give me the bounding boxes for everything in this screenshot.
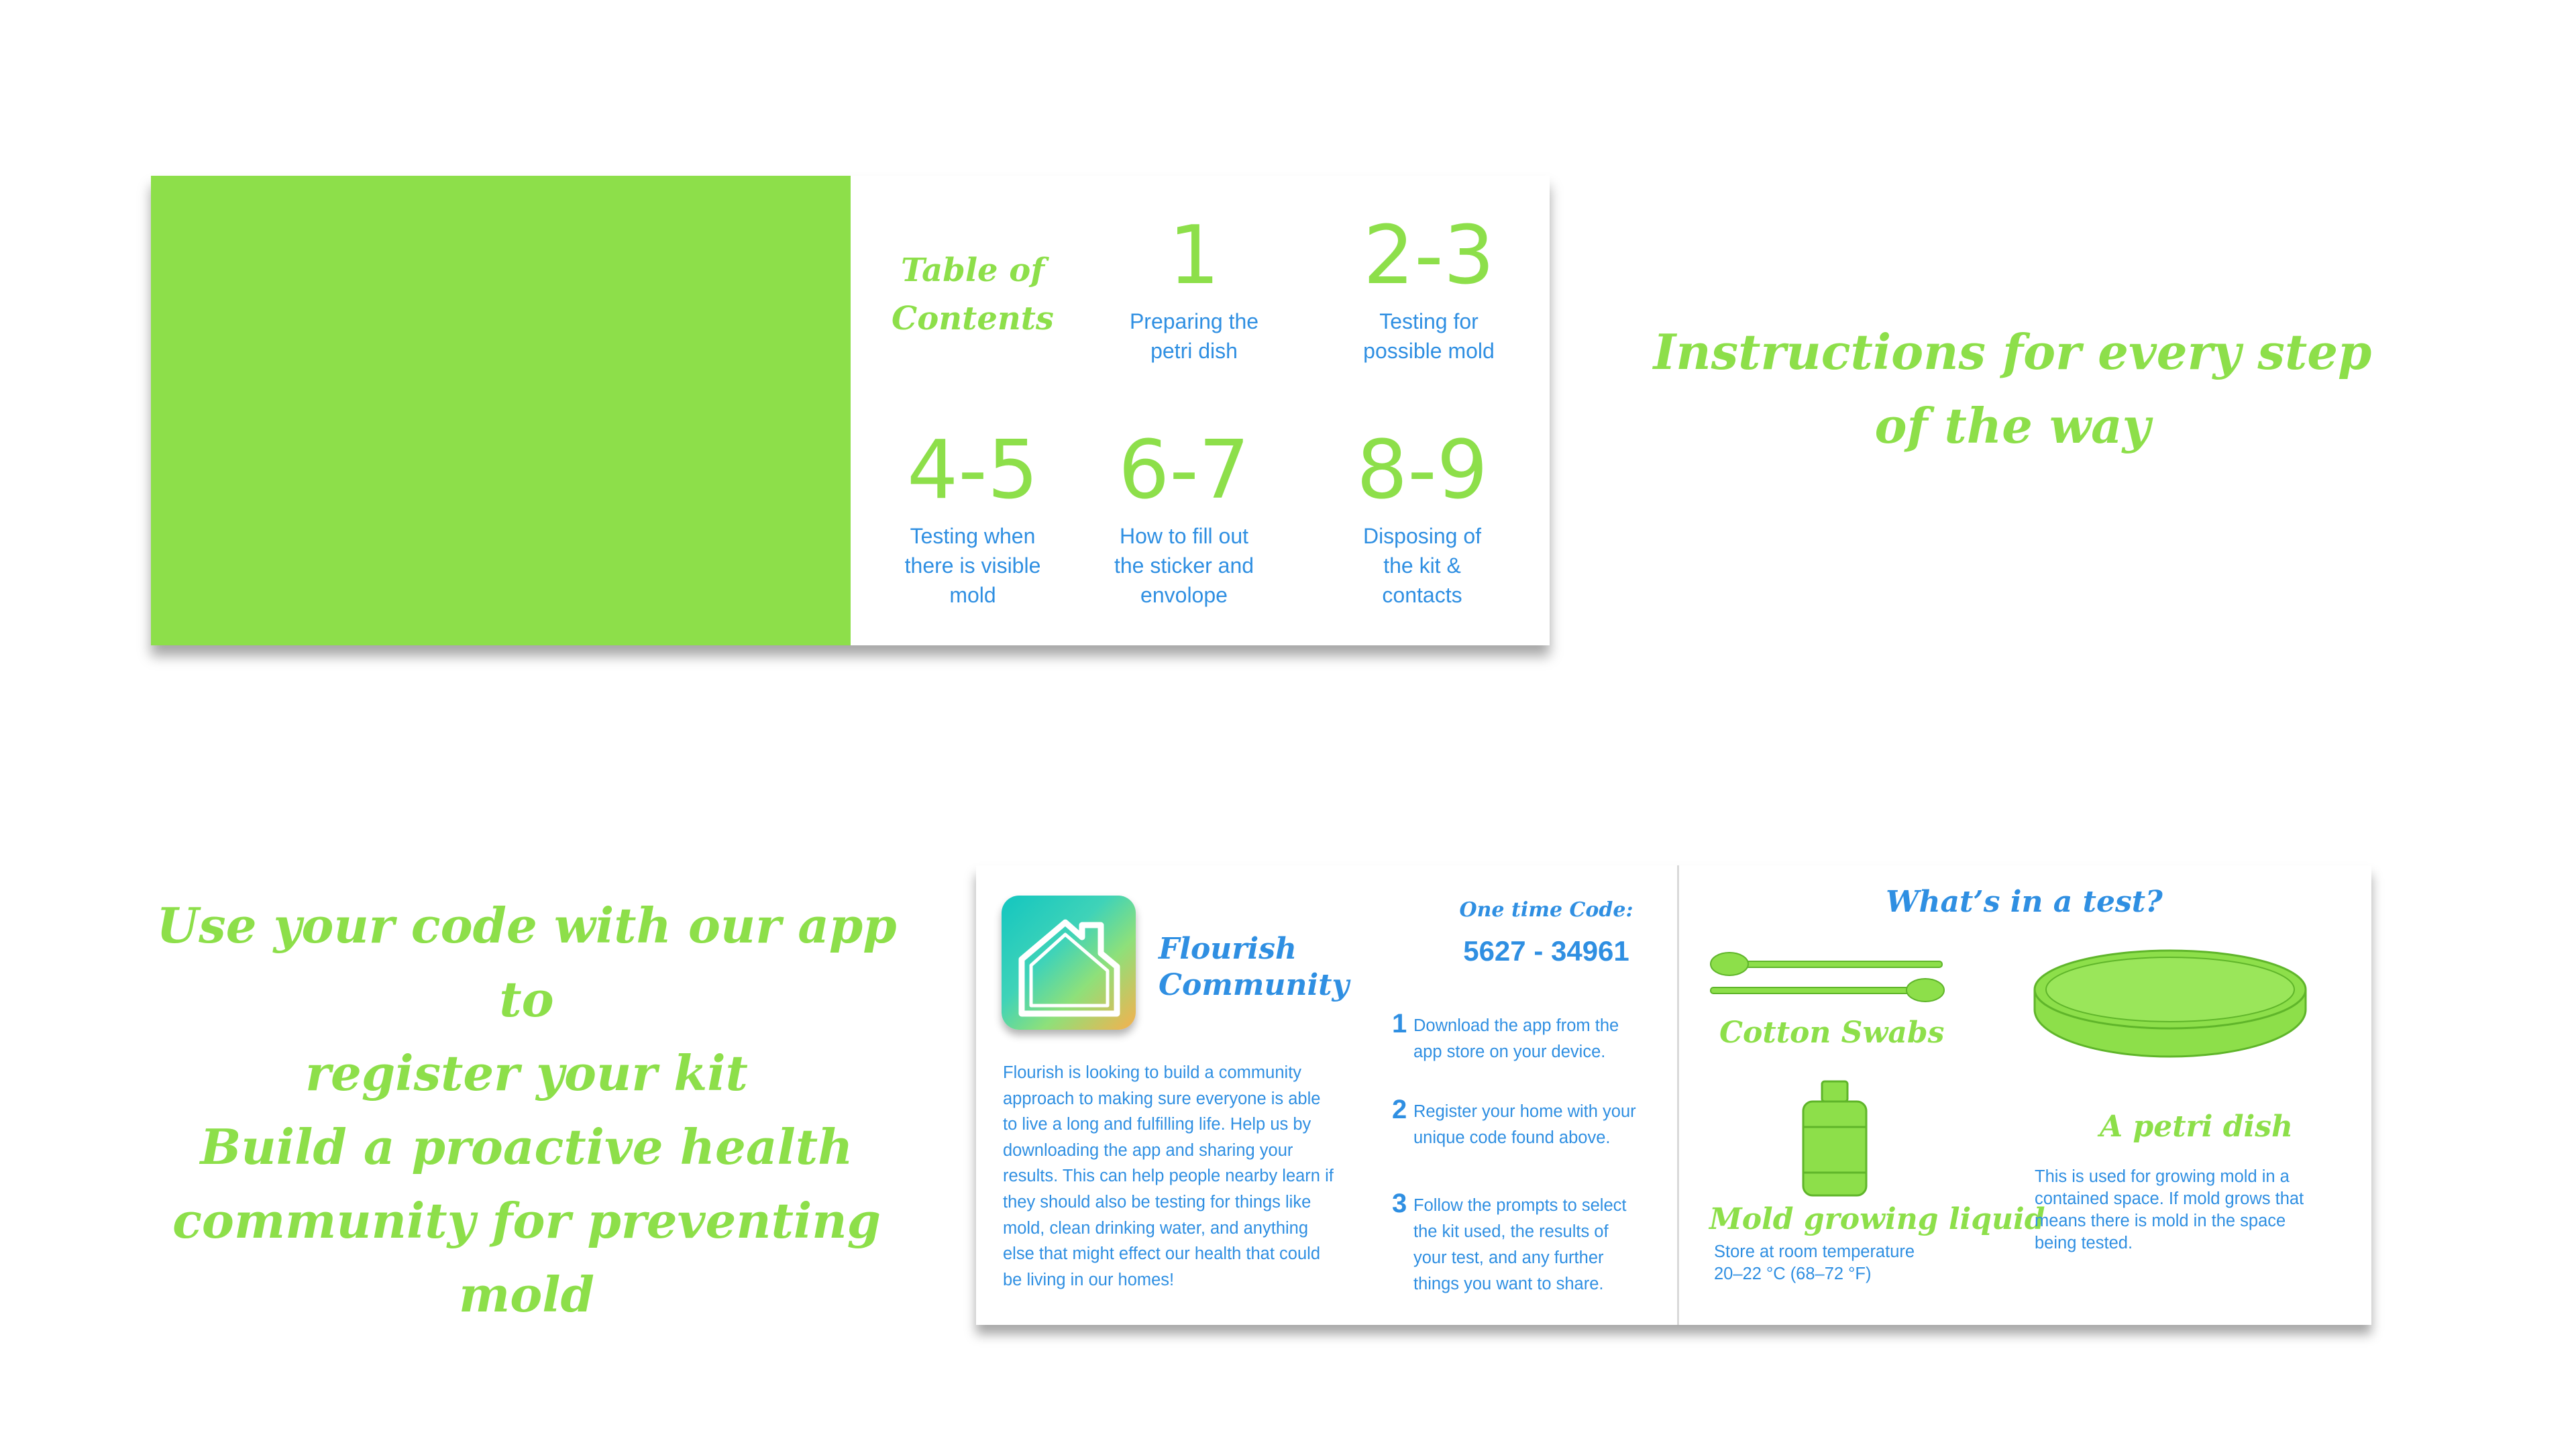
tagline-line: of the way (1874, 397, 2151, 454)
description-line: contained space. If mold grows that (2035, 1189, 2304, 1208)
toc-entry-2-3 (1328, 209, 1529, 366)
description-line: approach to making sure everyone is able (1003, 1089, 1321, 1108)
app-register-tagline (134, 889, 919, 1110)
toc-entry-text: there is visible (904, 553, 1041, 578)
step-number: 1 (1392, 1009, 1407, 1038)
toc-title-line2: Contents (892, 300, 1054, 337)
toc-entry-text: envolope (1140, 583, 1228, 607)
toc-page-number: 2-3 (1363, 209, 1495, 303)
tagline-line: community for preventing mold (172, 1192, 881, 1323)
description-line: be living in our homes! (1003, 1270, 1175, 1289)
petri-dish-icon (2029, 943, 2311, 1063)
app-name (1159, 931, 1349, 1004)
step-text: Register your home with your (1413, 1102, 1636, 1121)
one-time-code-label: One time Code: (1459, 898, 1633, 922)
step-text: Follow the prompts to select (1413, 1196, 1627, 1215)
toc-entry-4-5 (872, 424, 1073, 610)
toc-entry-text: contacts (1382, 583, 1462, 607)
app-description (1003, 1060, 1338, 1293)
step-text: your test, and any further (1413, 1248, 1604, 1267)
description-line: means there is mold in the space (2035, 1212, 2286, 1230)
description-line: being tested. (2035, 1234, 2133, 1252)
toc-entry-text: Disposing of (1362, 524, 1482, 548)
community-tagline (134, 1110, 919, 1332)
description-line: results. This can help people nearby learn if (1003, 1167, 1334, 1186)
toc-title-line1: Table of (901, 252, 1044, 289)
step-number: 3 (1392, 1189, 1407, 1218)
petri-dish-description (2035, 1166, 2304, 1254)
toc-page-number: 4-5 (907, 424, 1038, 517)
toc-entry-1 (1093, 209, 1295, 366)
description-line: This is used for growing mold in a (2035, 1167, 2290, 1186)
toc-entry-text: the sticker and (1114, 553, 1254, 578)
toc-entry-text: the kit & (1383, 553, 1461, 578)
cotton-swabs-label: Cotton Swabs (1719, 1016, 1945, 1050)
toc-entry-text: Preparing the (1129, 309, 1259, 333)
step-text: Download the app from the (1413, 1016, 1619, 1035)
toc-entry-6-7 (1083, 424, 1285, 610)
step-number: 2 (1392, 1095, 1407, 1124)
toc-title (889, 246, 1057, 343)
table-of-contents-page (151, 176, 1550, 645)
app-name-line: Community (1159, 968, 1350, 1002)
toc-entry-text: mold (949, 583, 996, 607)
toc-entry-text: How to fill out (1119, 524, 1249, 548)
instructions-tagline (1630, 315, 2395, 463)
description-line: else that might effect our health that could (1003, 1244, 1320, 1264)
petri-dish-label: A petri dish (2100, 1110, 2293, 1144)
toc-entry-text: Testing for (1379, 309, 1479, 333)
mold-liquid-label: Mold growing liquid (1709, 1202, 2045, 1236)
house-outline-icon (1002, 896, 1136, 1030)
tagline-line: register your kit (305, 1044, 748, 1102)
step-text: app store on your device. (1413, 1042, 1606, 1061)
toc-entry-text: Testing when (910, 524, 1036, 548)
tagline-line: Instructions for every step (1653, 323, 2372, 380)
step-3 (1392, 1189, 1674, 1300)
description-line: to live a long and fulfilling life. Help us by (1003, 1115, 1311, 1134)
whats-in-a-test-title: What’s in a test? (1886, 885, 2163, 919)
step-text: unique code found above. (1413, 1128, 1611, 1147)
one-time-code-value: 5627 - 34961 (1463, 935, 1629, 967)
app-name-line: Flourish (1159, 932, 1297, 966)
toc-entry-text: petri dish (1150, 339, 1238, 363)
tagline-line: Build a proactive health (200, 1118, 853, 1175)
tagline-line: Use your code with our app to (156, 897, 897, 1028)
description-line: mold, clean drinking water, and anything (1003, 1218, 1309, 1238)
description-line: Flourish is looking to build a community (1003, 1063, 1302, 1082)
step-text: things you want to share. (1413, 1275, 1604, 1293)
toc-entry-text: possible mold (1363, 339, 1495, 363)
toc-page-number: 6-7 (1118, 424, 1250, 517)
cotton-swabs-icon (1707, 949, 1949, 1003)
description-line: they should also be testing for things like (1003, 1192, 1311, 1212)
description-line: 20–22 °C (68–72 °F) (1714, 1265, 1872, 1283)
step-1 (1392, 1009, 1674, 1067)
liquid-bottle-icon (1798, 1079, 1872, 1199)
mold-liquid-description (1714, 1241, 1915, 1285)
step-2 (1392, 1095, 1674, 1152)
toc-page-number: 8-9 (1356, 424, 1488, 517)
description-line: Store at room temperature (1714, 1242, 1915, 1261)
cover-panel (151, 176, 851, 645)
toc-entry-8-9 (1322, 424, 1523, 610)
step-text: the kit used, the results of (1413, 1222, 1609, 1241)
app-insert-page (976, 865, 2371, 1325)
toc-page-number: 1 (1168, 209, 1220, 303)
page-fold-divider (1677, 865, 1679, 1325)
description-line: downloading the app and sharing your (1003, 1140, 1293, 1160)
